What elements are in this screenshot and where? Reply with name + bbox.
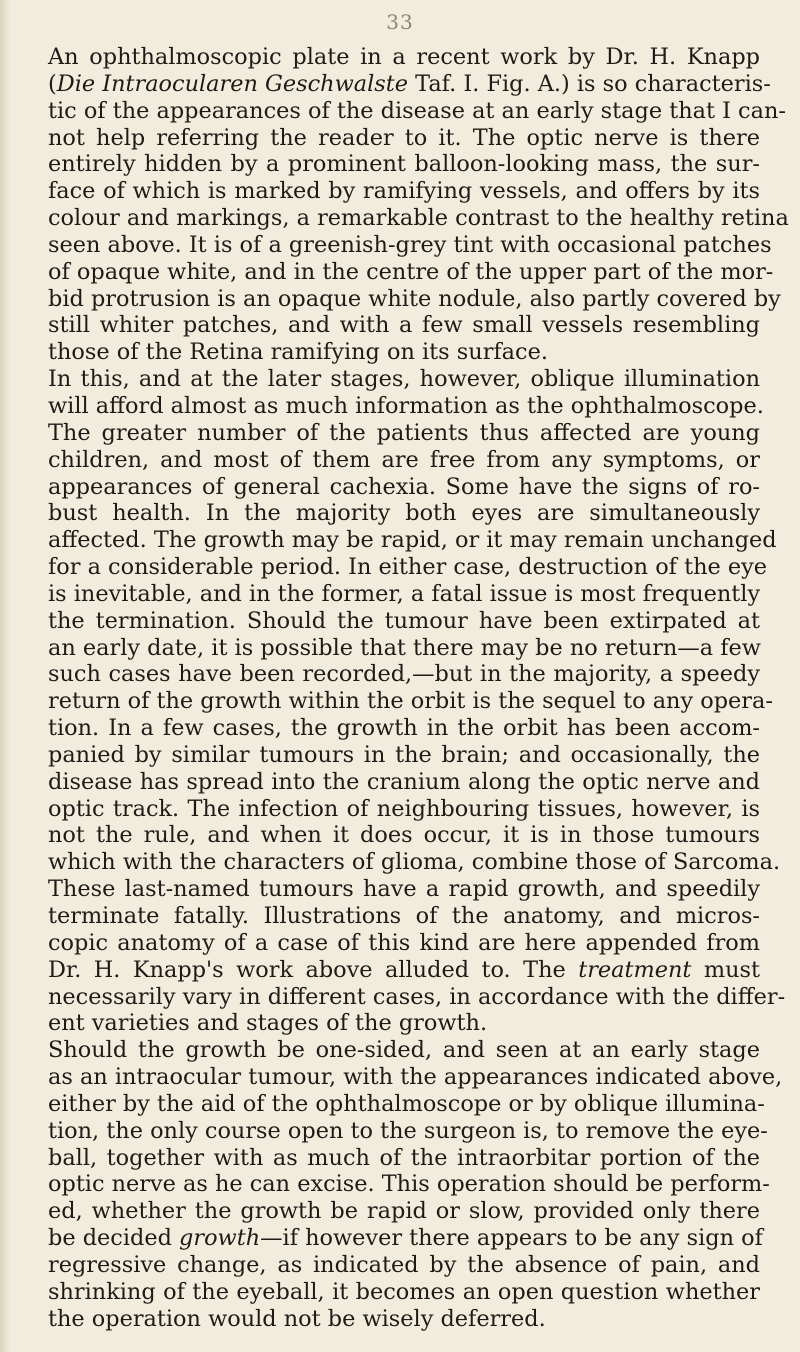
text-line <box>48 285 781 313</box>
text-line <box>48 97 786 125</box>
text-segment: which with the characters of glioma, combine those of Sarcoma. <box>48 849 781 876</box>
text-line <box>48 1117 768 1145</box>
text-line <box>48 1306 760 1333</box>
text-line <box>48 715 760 742</box>
text-line <box>48 231 772 259</box>
text-line <box>48 930 760 957</box>
text-line <box>48 769 760 796</box>
text-segment: tion, the only course open to the surgeon is, to remove the eye- <box>48 1117 768 1144</box>
italic-text: treatment <box>578 956 692 983</box>
text-line <box>48 500 760 527</box>
text-segment: ent varieties and stages of the growth. <box>48 1010 488 1037</box>
text-line <box>48 1171 770 1198</box>
text-segment: Taf. I. Fig. A.) is so characteris- <box>408 70 771 97</box>
text-segment: must <box>691 956 761 983</box>
text-segment: Should the growth be one-sided, and seen at an early stage <box>48 1037 760 1064</box>
text-line <box>48 125 760 152</box>
text-segment: still whiter patches, and with a few small vessels resembling <box>48 312 760 339</box>
text-segment: An ophthalmoscopic plate in a recent work by Dr. H. Knapp <box>48 44 760 70</box>
text-line <box>48 1198 760 1225</box>
text-segment: either by the aid of the ophthalmoscope or by oblique illumina- <box>48 1090 765 1117</box>
text-segment: children, and most of them are free from any symptoms, or <box>48 446 760 473</box>
body-text <box>48 44 789 1333</box>
text-line <box>48 661 760 688</box>
text-line <box>48 1010 760 1037</box>
text-segment: will afford almost as much information as the ophthalmoscope. <box>48 392 764 419</box>
text-segment: face of which is marked by ramifying vessels, and offers by its <box>48 178 760 205</box>
text-segment: seen above. It is of a greenish-grey tint with occasional patches <box>48 231 772 258</box>
italic-text: Die Intraocularen Geschwalste <box>56 70 408 97</box>
text-segment: as an intraocular tumour, with the appearances indicated above, <box>48 1064 783 1091</box>
text-line <box>48 554 768 581</box>
text-line <box>48 527 777 554</box>
text-line <box>48 608 760 635</box>
text-segment: tic of the appearances of the disease at an early stage that I can- <box>48 97 786 124</box>
text-segment: colour and markings, a remarkable contrast to the healthy retina <box>48 205 789 232</box>
text-line <box>48 957 760 984</box>
text-segment: panied by similar tumours in the brain; and occasionally, the <box>48 741 760 768</box>
text-segment: regressive change, as indicated by the absence of pain, and <box>48 1251 760 1278</box>
text-line <box>48 151 760 178</box>
text-line <box>48 1252 760 1279</box>
text-segment: not help referring the reader to it. The optic nerve is there <box>48 124 760 151</box>
text-line <box>48 635 760 662</box>
text-line <box>48 366 760 393</box>
text-line <box>48 796 760 823</box>
text-segment: In this, and at the later stages, however, oblique illumination <box>48 366 760 393</box>
text-line <box>48 688 773 715</box>
text-segment: tion. In a few cases, the growth in the orbit has been accom- <box>48 715 760 742</box>
text-segment: is inevitable, and in the former, a fatal issue is most frequently <box>48 580 761 607</box>
text-line <box>48 205 789 232</box>
text-line <box>48 258 774 286</box>
text-line <box>48 849 781 876</box>
text-segment: return of the growth within the orbit is the sequel to any opera- <box>48 688 773 715</box>
text-line <box>48 1145 760 1172</box>
text-segment: an early date, it is possible that there may be no return—a few <box>48 634 761 661</box>
text-segment: of opaque white, and in the centre of the upper part of the mor- <box>48 258 774 285</box>
text-line <box>48 392 764 420</box>
text-line <box>48 178 760 205</box>
text-segment: for a considerable period. In either case, destruction of the eye <box>48 554 768 581</box>
text-line <box>48 1225 763 1252</box>
text-line <box>48 447 760 474</box>
text-segment: the termination. Should the tumour have been extirpated at <box>48 607 760 634</box>
text-segment: not the rule, and when it does occur, it is in those tumours <box>48 822 760 849</box>
text-segment: be decided <box>48 1225 180 1252</box>
text-segment: The greater number of the patients thus affected are young <box>48 419 760 446</box>
text-line <box>48 1279 760 1306</box>
text-line <box>48 339 760 366</box>
text-segment: necessarily vary in different cases, in accordance with the differ- <box>48 983 786 1010</box>
text-segment: entirely hidden by a prominent balloon-looking mass, the sur- <box>48 151 760 178</box>
text-line <box>48 420 760 447</box>
page-number: 33 <box>386 10 414 34</box>
text-line <box>48 822 760 849</box>
text-segment: ed, whether the growth be rapid or slow, provided only there <box>48 1198 760 1225</box>
text-line <box>48 742 760 769</box>
text-segment: —if however there appears to be any sign of <box>260 1225 763 1252</box>
text-line <box>48 312 760 339</box>
text-segment: those of the Retina ramifying on its surface. <box>48 339 548 366</box>
text-segment: bust health. In the majority both eyes are simultaneously <box>48 500 760 527</box>
text-segment: affected. The growth may be rapid, or it may remain unchanged <box>48 527 777 554</box>
text-line <box>48 903 760 930</box>
text-segment: copic anatomy of a case of this kind are here appended from <box>48 929 760 956</box>
text-segment: Dr. H. Knapp's work above alluded to. The <box>48 956 579 983</box>
text-line <box>48 876 760 903</box>
text-line <box>48 983 786 1011</box>
text-segment: ( <box>48 70 57 97</box>
text-segment: such cases have been recorded,—but in the majority, a speedy <box>48 661 760 688</box>
text-line <box>48 1037 760 1064</box>
text-segment: bid protrusion is an opaque white nodule, also partly covered by <box>48 285 781 312</box>
text-line <box>48 581 760 608</box>
text-segment: disease has spread into the cranium along the optic nerve and <box>48 768 760 795</box>
text-line <box>48 1090 765 1118</box>
italic-text: growth <box>179 1225 261 1252</box>
text-segment: the operation would not be wisely deferred. <box>48 1305 546 1332</box>
text-segment: shrinking of the eyeball, it becomes an open question whether <box>48 1278 760 1305</box>
text-segment: optic nerve as he can excise. This operation should be perform- <box>48 1171 770 1198</box>
text-segment: terminate fatally. Illustrations of the anatomy, and micros- <box>48 903 760 929</box>
text-line <box>48 44 760 71</box>
text-segment: ball, together with as much of the intraorbitar portion of the <box>48 1144 760 1171</box>
text-line <box>48 474 760 501</box>
text-segment: appearances of general cachexia. Some have the signs of ro- <box>48 473 760 500</box>
text-segment: These last-named tumours have a rapid growth, and speedily <box>48 876 760 903</box>
text-line <box>48 1064 783 1091</box>
text-line <box>48 70 771 98</box>
text-segment: optic track. The infection of neighbouring tissues, however, is <box>48 795 760 822</box>
page-edge-shadow <box>0 0 10 1352</box>
